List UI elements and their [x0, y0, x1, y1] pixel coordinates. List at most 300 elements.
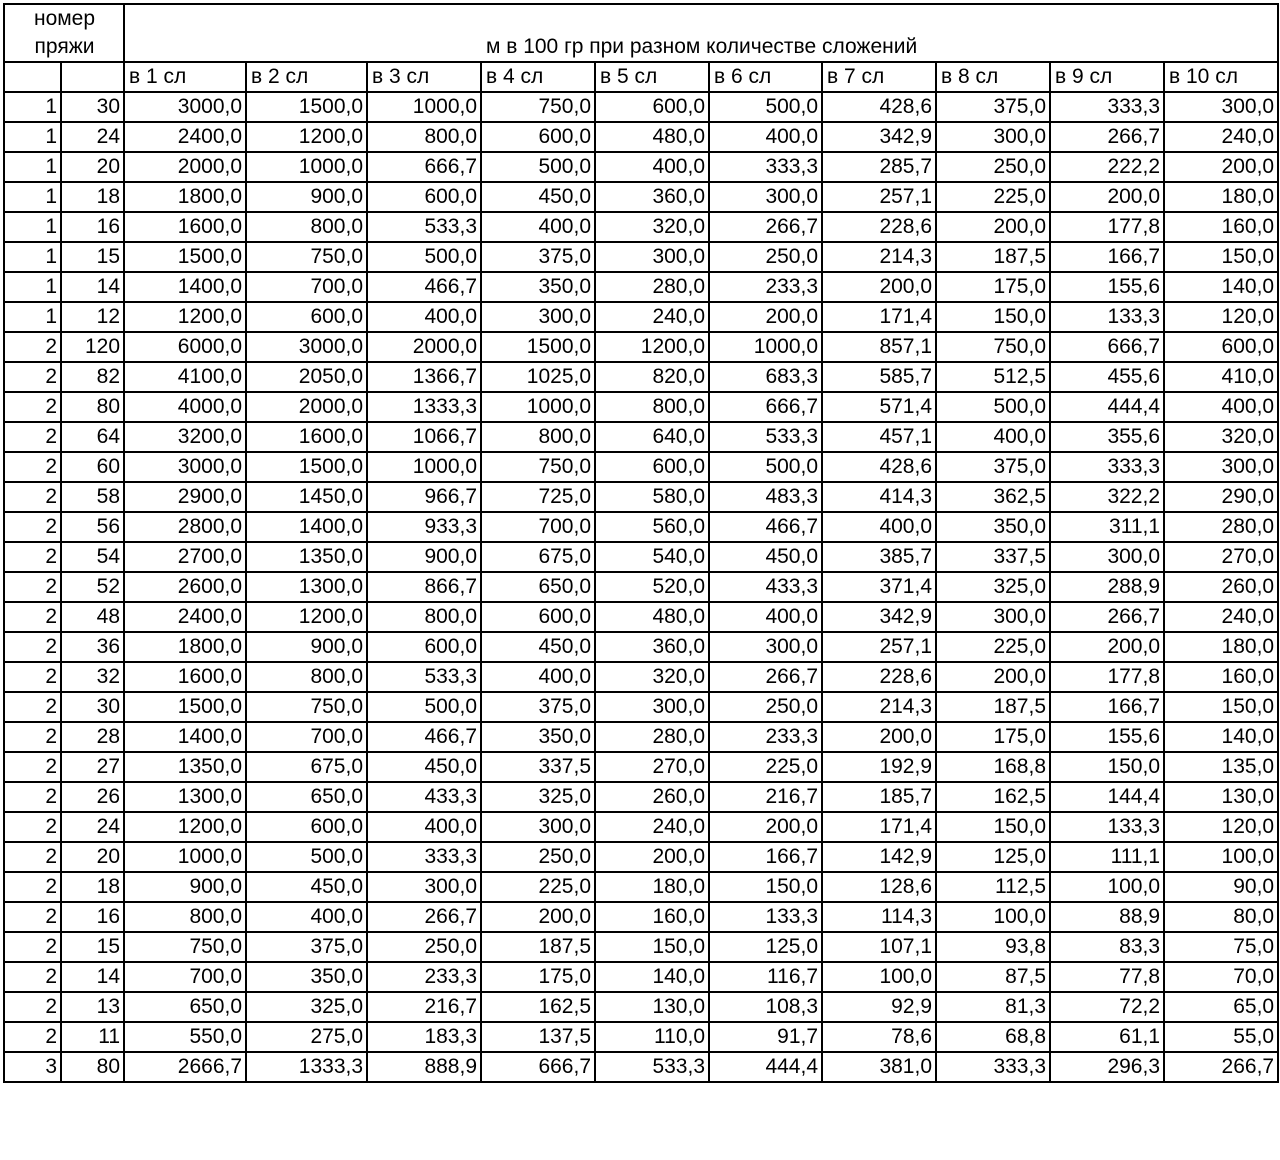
meters-cell: 900,0 [246, 632, 367, 662]
meters-cell: 240,0 [595, 302, 709, 332]
blank-header-cell [4, 62, 61, 92]
meters-cell: 320,0 [1164, 422, 1278, 452]
meters-cell: 175,0 [481, 962, 595, 992]
meters-cell: 1025,0 [481, 362, 595, 392]
meters-cell: 1450,0 [246, 482, 367, 512]
meters-cell: 266,7 [367, 902, 481, 932]
table-row [4, 752, 1278, 782]
table-row [4, 1022, 1278, 1052]
meters-cell: 275,0 [246, 1022, 367, 1052]
ply-cell: 2 [4, 662, 61, 692]
yarn-number-label-line1: номер [33, 7, 96, 30]
ply-cell: 2 [4, 332, 61, 362]
meters-cell: 91,7 [709, 1022, 822, 1052]
meters-cell: 320,0 [595, 662, 709, 692]
meters-cell: 1000,0 [709, 332, 822, 362]
meters-cell: 500,0 [936, 392, 1050, 422]
meters-cell: 375,0 [481, 242, 595, 272]
column-header: в 2 сл [246, 62, 367, 92]
yarn-number-cell: 16 [61, 902, 124, 932]
meters-cell: 175,0 [936, 272, 1050, 302]
meters-cell: 320,0 [595, 212, 709, 242]
meters-cell: 266,7 [1050, 122, 1164, 152]
yarn-number-cell: 120 [61, 332, 124, 362]
column-header: в 5 сл [595, 62, 709, 92]
meters-cell: 428,6 [822, 92, 936, 122]
meters-cell: 866,7 [367, 572, 481, 602]
meters-cell: 120,0 [1164, 812, 1278, 842]
meters-cell: 1400,0 [246, 512, 367, 542]
meters-cell: 400,0 [367, 302, 481, 332]
yarn-number-cell: 80 [61, 392, 124, 422]
meters-cell: 400,0 [1164, 392, 1278, 422]
meters-cell: 2800,0 [124, 512, 246, 542]
meters-cell: 337,5 [936, 542, 1050, 572]
meters-cell: 500,0 [246, 842, 367, 872]
yarn-number-cell: 80 [61, 1052, 124, 1082]
table-row [4, 242, 1278, 272]
meters-cell: 4000,0 [124, 392, 246, 422]
ply-cell: 2 [4, 602, 61, 632]
meters-cell: 250,0 [367, 932, 481, 962]
meters-cell: 1800,0 [124, 632, 246, 662]
meters-cell: 400,0 [595, 152, 709, 182]
yarn-number-cell: 18 [61, 182, 124, 212]
table-row [4, 662, 1278, 692]
yarn-number-header [4, 4, 124, 62]
meters-cell: 180,0 [1164, 182, 1278, 212]
meters-cell: 483,3 [709, 482, 822, 512]
ply-cell: 2 [4, 932, 61, 962]
meters-cell: 500,0 [709, 92, 822, 122]
meters-cell: 325,0 [246, 992, 367, 1022]
meters-cell: 428,6 [822, 452, 936, 482]
meters-cell: 600,0 [481, 122, 595, 152]
meters-cell: 1600,0 [124, 662, 246, 692]
yarn-number-cell: 58 [61, 482, 124, 512]
meters-cell: 533,3 [709, 422, 822, 452]
meters-cell: 93,8 [936, 932, 1050, 962]
meters-cell: 400,0 [481, 212, 595, 242]
meters-cell: 342,9 [822, 122, 936, 152]
meters-cell: 200,0 [936, 212, 1050, 242]
meters-cell: 125,0 [709, 932, 822, 962]
ply-cell: 2 [4, 482, 61, 512]
meters-cell: 325,0 [936, 572, 1050, 602]
meters-cell: 1600,0 [246, 422, 367, 452]
meters-cell: 750,0 [481, 92, 595, 122]
meters-cell: 750,0 [246, 692, 367, 722]
meters-cell: 150,0 [1050, 752, 1164, 782]
meters-cell: 700,0 [124, 962, 246, 992]
meters-cell: 457,1 [822, 422, 936, 452]
meters-cell: 400,0 [481, 662, 595, 692]
meters-cell: 800,0 [246, 212, 367, 242]
meters-cell: 216,7 [709, 782, 822, 812]
meters-cell: 533,3 [595, 1052, 709, 1082]
column-header: в 9 сл [1050, 62, 1164, 92]
meters-cell: 375,0 [481, 692, 595, 722]
meters-cell: 362,5 [936, 482, 1050, 512]
meters-cell: 750,0 [246, 242, 367, 272]
meters-cell: 140,0 [595, 962, 709, 992]
yarn-number-cell: 15 [61, 242, 124, 272]
yarn-number-cell: 24 [61, 122, 124, 152]
table-row [4, 632, 1278, 662]
table-row [4, 962, 1278, 992]
meters-cell: 1000,0 [124, 842, 246, 872]
meters-cell: 107,1 [822, 932, 936, 962]
meters-cell: 240,0 [595, 812, 709, 842]
meters-cell: 100,0 [1050, 872, 1164, 902]
meters-cell: 650,0 [481, 572, 595, 602]
meters-cell: 1500,0 [124, 692, 246, 722]
meters-cell: 600,0 [595, 92, 709, 122]
table-row [4, 992, 1278, 1022]
meters-cell: 300,0 [1050, 542, 1164, 572]
meters-cell: 300,0 [936, 602, 1050, 632]
meters-cell: 257,1 [822, 182, 936, 212]
meters-cell: 168,8 [936, 752, 1050, 782]
meters-cell: 142,9 [822, 842, 936, 872]
meters-cell: 266,7 [1050, 602, 1164, 632]
meters-cell: 200,0 [481, 902, 595, 932]
meters-cell: 187,5 [481, 932, 595, 962]
meters-cell: 571,4 [822, 392, 936, 422]
meters-cell: 78,6 [822, 1022, 936, 1052]
meters-cell: 333,3 [367, 842, 481, 872]
meters-cell: 225,0 [936, 632, 1050, 662]
column-header: в 8 сл [936, 62, 1050, 92]
table-row [4, 272, 1278, 302]
meters-cell: 133,3 [709, 902, 822, 932]
meters-cell: 228,6 [822, 662, 936, 692]
yarn-number-cell: 13 [61, 992, 124, 1022]
meters-cell: 155,6 [1050, 722, 1164, 752]
ply-cell: 2 [4, 962, 61, 992]
meters-cell: 466,7 [367, 272, 481, 302]
meters-cell: 450,0 [481, 632, 595, 662]
meters-cell: 540,0 [595, 542, 709, 572]
meters-cell: 200,0 [1050, 182, 1164, 212]
meters-cell: 1300,0 [246, 572, 367, 602]
meters-cell: 450,0 [246, 872, 367, 902]
column-header: в 7 сл [822, 62, 936, 92]
meters-cell: 400,0 [246, 902, 367, 932]
meters-cell: 81,3 [936, 992, 1050, 1022]
meters-cell: 65,0 [1164, 992, 1278, 1022]
meters-cell: 150,0 [709, 872, 822, 902]
meters-cell: 187,5 [936, 692, 1050, 722]
meters-cell: 133,3 [1050, 302, 1164, 332]
meters-cell: 2600,0 [124, 572, 246, 602]
meters-cell: 666,7 [367, 152, 481, 182]
ply-cell: 1 [4, 92, 61, 122]
meters-cell: 2900,0 [124, 482, 246, 512]
meters-cell: 675,0 [481, 542, 595, 572]
meters-cell: 266,7 [1164, 1052, 1278, 1082]
table-row [4, 872, 1278, 902]
meters-cell: 1400,0 [124, 272, 246, 302]
meters-cell: 3200,0 [124, 422, 246, 452]
meters-cell: 333,3 [1050, 452, 1164, 482]
meters-cell: 87,5 [936, 962, 1050, 992]
meters-cell: 266,7 [709, 662, 822, 692]
meters-cell: 140,0 [1164, 272, 1278, 302]
meters-cell: 1333,3 [367, 392, 481, 422]
meters-cell: 322,2 [1050, 482, 1164, 512]
meters-cell: 450,0 [709, 542, 822, 572]
meters-cell: 450,0 [367, 752, 481, 782]
meters-cell: 1500,0 [246, 452, 367, 482]
meters-cell: 333,3 [709, 152, 822, 182]
meters-cell: 350,0 [246, 962, 367, 992]
meters-cell: 75,0 [1164, 932, 1278, 962]
meters-cell: 160,0 [1164, 212, 1278, 242]
meters-cell: 800,0 [367, 602, 481, 632]
meters-cell: 800,0 [595, 392, 709, 422]
meters-cell: 1600,0 [124, 212, 246, 242]
meters-cell: 266,7 [709, 212, 822, 242]
meters-cell: 444,4 [709, 1052, 822, 1082]
meters-cell: 233,3 [367, 962, 481, 992]
meters-cell: 285,7 [822, 152, 936, 182]
meters-cell: 166,7 [1050, 692, 1164, 722]
meters-cell: 225,0 [481, 872, 595, 902]
meters-cell: 240,0 [1164, 122, 1278, 152]
meters-cell: 130,0 [1164, 782, 1278, 812]
ply-cell: 2 [4, 782, 61, 812]
meters-cell: 68,8 [936, 1022, 1050, 1052]
ply-cell: 1 [4, 182, 61, 212]
yarn-number-cell: 64 [61, 422, 124, 452]
meters-cell: 1000,0 [246, 152, 367, 182]
meters-cell: 333,3 [1050, 92, 1164, 122]
meters-cell: 296,3 [1050, 1052, 1164, 1082]
meters-cell: 1500,0 [246, 92, 367, 122]
meters-cell: 77,8 [1050, 962, 1164, 992]
meters-cell: 900,0 [124, 872, 246, 902]
meters-cell: 725,0 [481, 482, 595, 512]
meters-cell: 300,0 [595, 242, 709, 272]
header-row-columns [4, 62, 1278, 92]
meters-cell: 175,0 [936, 722, 1050, 752]
meters-cell: 1000,0 [367, 92, 481, 122]
ply-cell: 2 [4, 1022, 61, 1052]
meters-cell: 700,0 [246, 272, 367, 302]
meters-cell: 83,3 [1050, 932, 1164, 962]
yarn-number-cell: 52 [61, 572, 124, 602]
meters-cell: 325,0 [481, 782, 595, 812]
meters-cell: 2700,0 [124, 542, 246, 572]
meters-cell: 2400,0 [124, 122, 246, 152]
meters-cell: 350,0 [481, 272, 595, 302]
yarn-number-cell: 56 [61, 512, 124, 542]
ply-cell: 1 [4, 152, 61, 182]
yarn-number-cell: 36 [61, 632, 124, 662]
meters-cell: 135,0 [1164, 752, 1278, 782]
meters-cell: 1800,0 [124, 182, 246, 212]
meters-cell: 200,0 [595, 842, 709, 872]
meters-cell: 6000,0 [124, 332, 246, 362]
column-header: в 6 сл [709, 62, 822, 92]
meters-cell: 112,5 [936, 872, 1050, 902]
yarn-number-cell: 82 [61, 362, 124, 392]
meters-cell: 88,9 [1050, 902, 1164, 932]
ply-cell: 2 [4, 572, 61, 602]
meters-cell: 360,0 [595, 632, 709, 662]
meters-cell: 500,0 [367, 692, 481, 722]
meters-cell: 1350,0 [246, 542, 367, 572]
meters-cell: 162,5 [936, 782, 1050, 812]
meters-cell: 250,0 [936, 152, 1050, 182]
meters-cell: 500,0 [481, 152, 595, 182]
meters-cell: 1366,7 [367, 362, 481, 392]
yarn-number-label-line2: пряжи [34, 35, 95, 58]
meters-cell: 966,7 [367, 482, 481, 512]
meters-cell: 400,0 [936, 422, 1050, 452]
meters-cell: 750,0 [936, 332, 1050, 362]
meters-cell: 300,0 [1164, 452, 1278, 482]
meters-cell: 171,4 [822, 812, 936, 842]
meters-cell: 381,0 [822, 1052, 936, 1082]
meters-cell: 750,0 [481, 452, 595, 482]
ply-cell: 2 [4, 422, 61, 452]
ply-cell: 2 [4, 632, 61, 662]
meters-cell: 100,0 [822, 962, 936, 992]
table-row [4, 152, 1278, 182]
column-header: в 3 сл [367, 62, 481, 92]
ply-cell: 2 [4, 692, 61, 722]
table-row [4, 812, 1278, 842]
meters-cell: 512,5 [936, 362, 1050, 392]
meters-cell: 1000,0 [481, 392, 595, 422]
meters-cell: 187,5 [936, 242, 1050, 272]
meters-cell: 166,7 [1050, 242, 1164, 272]
blank-header-cell [61, 62, 124, 92]
yarn-number-cell: 18 [61, 872, 124, 902]
meters-cell: 225,0 [709, 752, 822, 782]
table-row [4, 692, 1278, 722]
meters-cell: 1200,0 [246, 122, 367, 152]
meters-cell: 150,0 [1164, 692, 1278, 722]
ply-cell: 2 [4, 392, 61, 422]
meters-cell: 1200,0 [124, 812, 246, 842]
meters-cell: 600,0 [246, 812, 367, 842]
meters-cell: 70,0 [1164, 962, 1278, 992]
table-row [4, 212, 1278, 242]
meters-cell: 100,0 [1164, 842, 1278, 872]
meters-cell: 800,0 [367, 122, 481, 152]
yarn-number-cell: 14 [61, 962, 124, 992]
meters-cell: 216,7 [367, 992, 481, 1022]
meters-cell: 350,0 [936, 512, 1050, 542]
meters-cell: 133,3 [1050, 812, 1164, 842]
meters-cell: 200,0 [822, 272, 936, 302]
meters-cell: 114,3 [822, 902, 936, 932]
meters-cell: 1300,0 [124, 782, 246, 812]
meters-cell: 666,7 [481, 1052, 595, 1082]
meters-cell: 1500,0 [124, 242, 246, 272]
meters-cell: 560,0 [595, 512, 709, 542]
meters-cell: 300,0 [936, 122, 1050, 152]
yarn-number-cell: 30 [61, 92, 124, 122]
ply-cell: 1 [4, 242, 61, 272]
meters-cell: 311,1 [1050, 512, 1164, 542]
meters-cell: 2000,0 [124, 152, 246, 182]
meters-cell: 270,0 [1164, 542, 1278, 572]
meters-cell: 1400,0 [124, 722, 246, 752]
meters-cell: 200,0 [709, 302, 822, 332]
meters-cell: 166,7 [709, 842, 822, 872]
meters-cell: 900,0 [367, 542, 481, 572]
yarn-number-cell: 48 [61, 602, 124, 632]
meters-cell: 228,6 [822, 212, 936, 242]
meters-cell: 520,0 [595, 572, 709, 602]
table-row [4, 482, 1278, 512]
meters-cell: 1333,3 [246, 1052, 367, 1082]
meters-cell: 130,0 [595, 992, 709, 1022]
ply-cell: 2 [4, 992, 61, 1022]
yarn-number-cell: 28 [61, 722, 124, 752]
meters-cell: 92,9 [822, 992, 936, 1022]
ply-cell: 1 [4, 122, 61, 152]
meters-cell: 600,0 [1164, 332, 1278, 362]
meters-cell: 400,0 [822, 512, 936, 542]
table-row [4, 92, 1278, 122]
yarn-table [3, 3, 1279, 1083]
meters-cell: 240,0 [1164, 602, 1278, 632]
meters-cell: 1200,0 [595, 332, 709, 362]
meters-cell: 140,0 [1164, 722, 1278, 752]
meters-cell: 414,3 [822, 482, 936, 512]
meters-cell: 800,0 [246, 662, 367, 692]
meters-cell: 1000,0 [367, 452, 481, 482]
yarn-number-cell: 32 [61, 662, 124, 692]
meters-cell: 80,0 [1164, 902, 1278, 932]
meters-cell: 600,0 [595, 452, 709, 482]
meters-cell: 888,9 [367, 1052, 481, 1082]
meters-cell: 550,0 [124, 1022, 246, 1052]
meters-cell: 600,0 [246, 302, 367, 332]
meters-cell: 3000,0 [124, 452, 246, 482]
meters-cell: 1350,0 [124, 752, 246, 782]
meters-cell: 675,0 [246, 752, 367, 782]
meters-cell: 110,0 [595, 1022, 709, 1052]
meters-cell: 650,0 [246, 782, 367, 812]
meters-cell: 225,0 [936, 182, 1050, 212]
table-title: м в 100 гр при разном количестве сложений [124, 4, 1278, 62]
meters-cell: 480,0 [595, 602, 709, 632]
meters-cell: 260,0 [1164, 572, 1278, 602]
meters-cell: 533,3 [367, 662, 481, 692]
meters-cell: 360,0 [595, 182, 709, 212]
meters-cell: 600,0 [367, 632, 481, 662]
meters-cell: 410,0 [1164, 362, 1278, 392]
table-row [4, 902, 1278, 932]
ply-cell: 1 [4, 302, 61, 332]
meters-cell: 400,0 [709, 602, 822, 632]
meters-cell: 400,0 [367, 812, 481, 842]
meters-cell: 444,4 [1050, 392, 1164, 422]
meters-cell: 280,0 [595, 722, 709, 752]
meters-cell: 857,1 [822, 332, 936, 362]
meters-cell: 177,8 [1050, 212, 1164, 242]
meters-cell: 466,7 [709, 512, 822, 542]
ply-cell: 2 [4, 452, 61, 482]
meters-cell: 3000,0 [124, 92, 246, 122]
ply-cell: 2 [4, 722, 61, 752]
